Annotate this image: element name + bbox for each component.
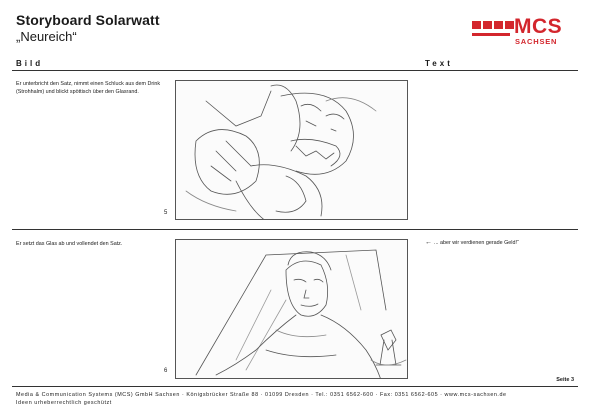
scene-number: 6 (164, 368, 168, 374)
scene-description: Er setzt das Glas ab und vollendet den Satz. (16, 241, 123, 247)
scene-dialog (425, 240, 519, 246)
arrow-icon: ← (425, 239, 432, 246)
footer-copyright: Ideen urheberrechtlich geschützt (16, 400, 112, 406)
footer-divider (12, 386, 578, 387)
dialog-text: ... aber wir verdienen gerade Geld!“ (434, 240, 519, 246)
page-subtitle: „Neureich“ (16, 29, 77, 44)
scene-number: 5 (164, 210, 168, 216)
column-header-bild: Bild (16, 59, 44, 68)
scene-description: Er unterbricht den Satz, nimmt einen Schluck aus dem Drink (Strohhalm) und blickt spöttisch über den Glasrand. (16, 81, 161, 95)
footer-address: Media & Communication Systems (MCS) GmbH Sachsen · Königsbrücker Straße 88 · 01099 Dresden · Tel.: 0351 6562-600 · Fax: 0351 6562-605 · www.mcs-sachsen.de (16, 392, 507, 398)
page-number: Seite 3 (556, 377, 574, 383)
logo-bar (472, 33, 510, 36)
header-divider (12, 70, 578, 71)
column-header-text: Text (425, 59, 453, 68)
mcs-logo (472, 15, 582, 48)
scene-divider (12, 229, 578, 230)
logo-text: MCS (514, 15, 563, 38)
sketch-drinking-man (176, 81, 408, 220)
logo-blocks (472, 21, 514, 29)
storyboard-panel (175, 80, 408, 220)
logo-subtext: SACHSEN (515, 37, 558, 46)
storyboard-panel (175, 239, 408, 379)
sketch-man-on-lounger (176, 240, 408, 379)
page-title: Storyboard Solarwatt (16, 12, 160, 28)
